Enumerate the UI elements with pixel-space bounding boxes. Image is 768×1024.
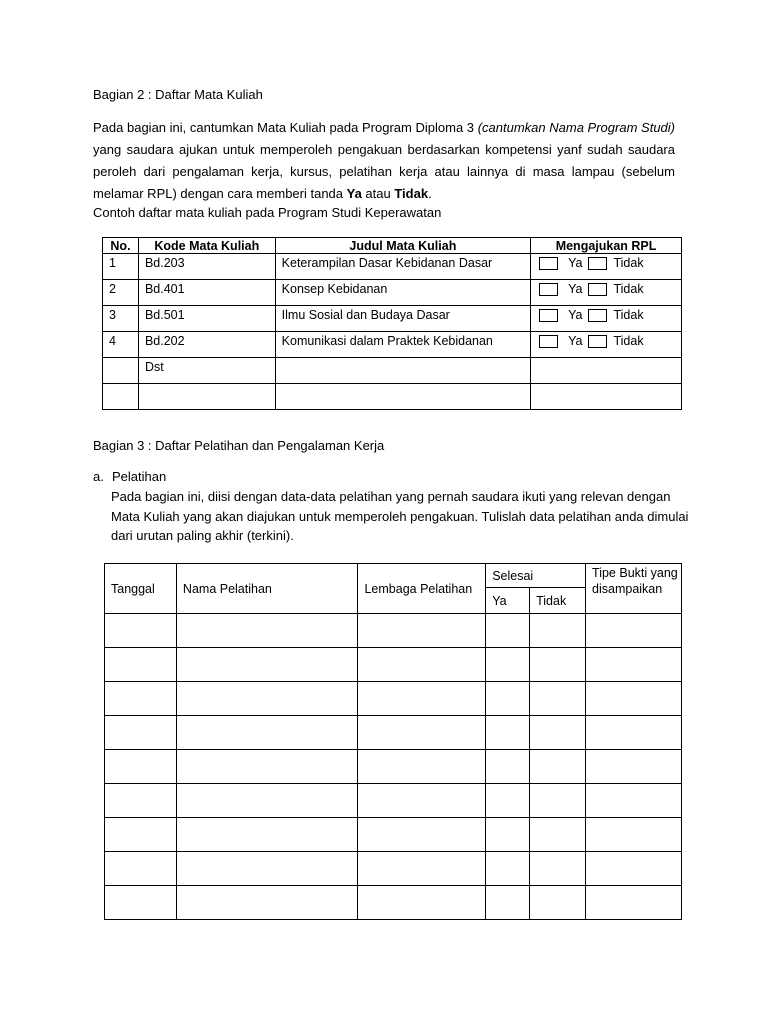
cell-ya[interactable] [486,682,530,716]
cell-no [103,384,139,410]
cell-tipe[interactable] [586,818,682,852]
cell-kode: Bd.501 [138,306,275,332]
cell-judul: Konsep Kebidanan [275,280,530,306]
cell-nama[interactable] [176,716,358,750]
cell-ya[interactable] [486,750,530,784]
cell-tipe[interactable] [586,682,682,716]
header-no: No. [103,238,139,254]
cell-kode: Bd.401 [138,280,275,306]
example-caption: Contoh daftar mata kuliah pada Program Studi Keperawatan [93,205,442,220]
cell-tidak[interactable] [530,648,586,682]
table-row [105,750,682,784]
table-row [105,784,682,818]
cell-lembaga[interactable] [358,716,486,750]
cell-tipe[interactable] [586,886,682,920]
cell-judul: Komunikasi dalam Praktek Kebidanan [275,332,530,358]
cell-tanggal[interactable] [105,784,177,818]
cell-tipe[interactable] [586,716,682,750]
intro-italic: (cantumkan Nama Program Studi) [477,120,675,135]
header-tanggal: Tanggal [105,564,177,614]
cell-judul: Keterampilan Dasar Kebidanan Dasar [275,254,530,280]
section-2-intro [93,117,675,205]
cell-tanggal[interactable] [105,716,177,750]
cell-tipe[interactable] [586,852,682,886]
tidak-label: Tidak [613,282,644,296]
cell-nama[interactable] [176,818,358,852]
header-rpl: Mengajukan RPL [531,238,682,254]
cell-ya[interactable] [486,852,530,886]
table-row [105,648,682,682]
table-row [103,280,682,306]
cell-nama[interactable] [176,852,358,886]
tidak-checkbox[interactable] [588,335,607,348]
table-row [103,254,682,280]
ya-checkbox[interactable] [539,257,558,270]
cell-tanggal[interactable] [105,614,177,648]
table-row [105,682,682,716]
header-judul: Judul Mata Kuliah [275,238,530,254]
cell-tipe[interactable] [586,750,682,784]
cell-lembaga[interactable] [358,784,486,818]
table-row [105,716,682,750]
cell-tipe[interactable] [586,784,682,818]
header-tipe-bukti: Tipe Bukti yang disampaikan [586,564,682,614]
cell-judul [275,384,530,410]
header-kode: Kode Mata Kuliah [138,238,275,254]
subsection-a-title [93,469,166,484]
intro-text-3: atau [361,186,395,201]
cell-tidak[interactable] [530,614,586,648]
cell-judul [275,358,530,384]
header-ya: Ya [486,588,530,614]
cell-nama[interactable] [176,682,358,716]
cell-nama[interactable] [176,648,358,682]
cell-no: 2 [103,280,139,306]
tidak-label: Tidak [613,308,644,322]
cell-nama[interactable] [176,784,358,818]
cell-tanggal[interactable] [105,818,177,852]
cell-lembaga[interactable] [358,682,486,716]
table-row [103,358,682,384]
cell-ya[interactable] [486,614,530,648]
cell-lembaga[interactable] [358,648,486,682]
ya-label: Ya [568,256,583,270]
training-table [104,563,682,920]
cell-tanggal[interactable] [105,852,177,886]
header-selesai: Selesai [486,564,586,588]
subsection-marker: a. [93,469,104,484]
cell-nama[interactable] [176,886,358,920]
intro-text-2: yang saudara ajukan untuk memperoleh pengakuan berdasarkan kompetensi yanf sudah saudara peroleh dari pengalaman kerja, kursus, pelatihan kerja atau lainnya di masa lampau (sebelum melamar RPL) dengan cara memberi tanda [93,142,675,201]
cell-no: 1 [103,254,139,280]
subsection-title: Pelatihan [112,469,167,484]
cell-tidak[interactable] [530,886,586,920]
table-row [103,306,682,332]
tidak-label: Tidak [613,334,644,348]
cell-rpl [531,306,682,332]
cell-tanggal[interactable] [105,648,177,682]
tidak-label: Tidak [613,256,644,270]
tidak-checkbox[interactable] [588,257,607,270]
ya-checkbox[interactable] [539,283,558,296]
cell-lembaga[interactable] [358,886,486,920]
cell-tipe[interactable] [586,614,682,648]
cell-lembaga[interactable] [358,818,486,852]
cell-no: 3 [103,306,139,332]
cell-ya[interactable] [486,818,530,852]
cell-lembaga[interactable] [358,750,486,784]
ya-label: Ya [568,282,583,296]
section-2-heading: Bagian 2 : Daftar Mata Kuliah [93,87,263,102]
cell-tanggal[interactable] [105,682,177,716]
intro-bold-ya: Ya [346,186,362,201]
table-row [105,886,682,920]
cell-tidak[interactable] [530,682,586,716]
course-list-table [102,237,682,410]
cell-tidak[interactable] [530,852,586,886]
cell-nama[interactable] [176,750,358,784]
cell-ya[interactable] [486,716,530,750]
intro-bold-tidak: Tidak [394,186,429,201]
header-lembaga: Lembaga Pelatihan [358,564,486,614]
cell-no: 4 [103,332,139,358]
table-row [105,614,682,648]
cell-tanggal[interactable] [105,886,177,920]
ya-checkbox[interactable] [539,335,558,348]
table-row [105,852,682,886]
cell-rpl [531,280,682,306]
cell-lembaga[interactable] [358,852,486,886]
cell-tidak[interactable] [530,750,586,784]
cell-lembaga[interactable] [358,614,486,648]
cell-kode: Dst [138,358,275,384]
cell-tidak[interactable] [530,784,586,818]
cell-ya[interactable] [486,784,530,818]
cell-tidak[interactable] [530,716,586,750]
section-3-heading: Bagian 3 : Daftar Pelatihan dan Pengalaman Kerja [93,438,385,453]
cell-kode: Bd.202 [138,332,275,358]
tidak-checkbox[interactable] [588,283,607,296]
ya-label: Ya [568,308,583,322]
cell-tipe[interactable] [586,648,682,682]
cell-judul: Ilmu Sosial dan Budaya Dasar [275,306,530,332]
training-header-row [105,564,682,588]
cell-rpl [531,254,682,280]
cell-no [103,358,139,384]
cell-rpl [531,384,682,410]
cell-rpl [531,358,682,384]
table-row [103,384,682,410]
intro-text-1: Pada bagian ini, cantumkan Mata Kuliah pada Program Diploma 3 [93,120,478,135]
cell-tanggal[interactable] [105,750,177,784]
subsection-a-text: Pada bagian ini, diisi dengan data-data pelatihan yang pernah saudara ikuti yang relevan dengan Mata Kuliah yang akan diajukan untuk memperoleh pengakuan. Tulislah data pelatihan anda dimulai dari urutan paling akhir (terkini). [111,489,689,543]
tidak-checkbox[interactable] [588,309,607,322]
cell-ya[interactable] [486,648,530,682]
cell-kode: Bd.203 [138,254,275,280]
course-table-header [103,238,682,254]
cell-nama[interactable] [176,614,358,648]
header-nama-pelatihan: Nama Pelatihan [176,564,358,614]
ya-checkbox[interactable] [539,309,558,322]
ya-label: Ya [568,334,583,348]
table-row [103,332,682,358]
cell-tidak[interactable] [530,818,586,852]
cell-ya[interactable] [486,886,530,920]
table-row [105,818,682,852]
cell-kode [138,384,275,410]
cell-rpl [531,332,682,358]
intro-text-4: . [428,186,432,201]
header-tidak: Tidak [530,588,586,614]
